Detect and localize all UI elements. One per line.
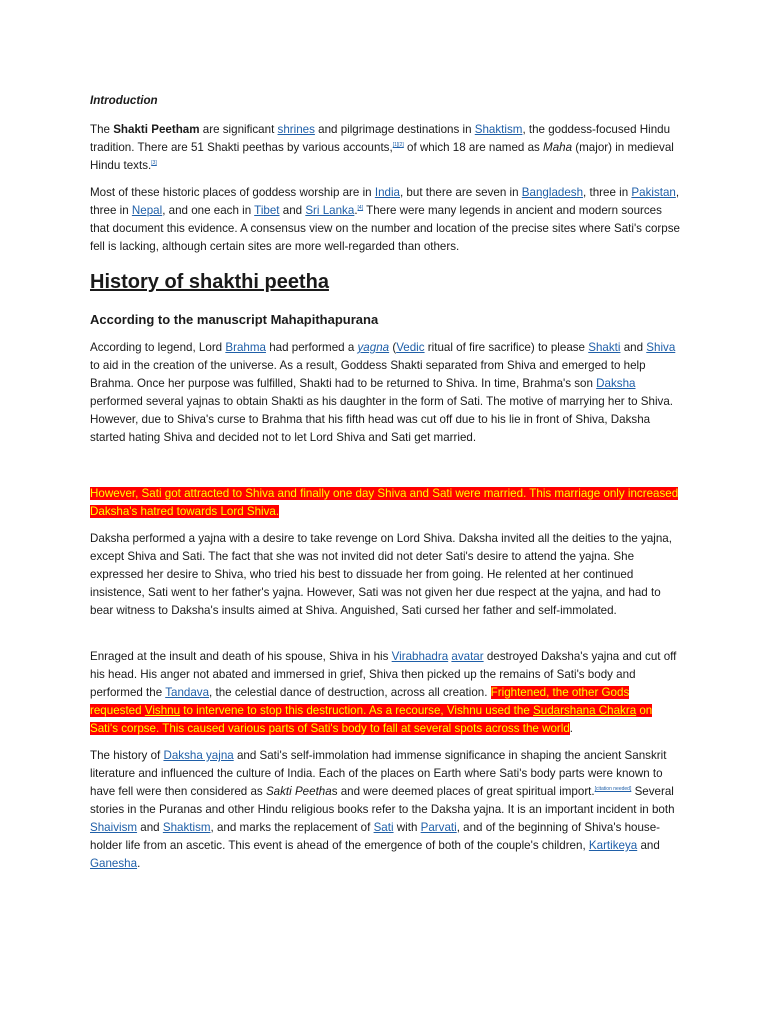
link-parvati[interactable]: Parvati — [420, 821, 457, 834]
link-brahma[interactable]: Brahma — [225, 341, 266, 354]
text: are significant — [199, 123, 278, 136]
history-heading: History of shakthi peetha — [90, 271, 329, 293]
text: . — [569, 722, 574, 735]
manuscript-heading: According to the manuscript Mahapithapurana — [90, 312, 379, 327]
text: . — [354, 204, 358, 217]
link-vedic[interactable]: Vedic — [396, 341, 425, 354]
link-shaivism[interactable]: Shaivism — [90, 821, 138, 834]
text: s and were deemed places of great spiritual import. — [331, 785, 595, 798]
text: and Sati's self-immolation had immense significance in shaping the ancient Sanskrit literature and influenced the culture of India. Each of the places on Earth where Sati's body parts were known to have fell were then considered as — [90, 749, 667, 798]
significance-paragraph — [90, 747, 680, 873]
text: Enraged at the insult and death of his spouse, Shiva in his — [90, 650, 392, 663]
bold-term: Shakti Peetham — [113, 123, 200, 136]
text: , the goddess-focused Hindu tradition. There are 51 Shakti peethas by various accounts, — [90, 123, 671, 154]
link-sudarshana-chakra[interactable]: Sudarshana Chakra — [533, 704, 637, 717]
text: to aid in the creation of the universe. As a result, Goddess Shakti separated from Shiva and emerged to help Brahma. Once her purpose was fulfilled, Shakti had to be returned to Shiva. In time, Brahma's son — [90, 359, 646, 390]
link-nepal[interactable]: Nepal — [131, 204, 163, 217]
link-avatar[interactable]: avatar — [451, 650, 484, 663]
text: There were many legends in ancient and modern sources that document this evidence. A consensus view on the number and location of the precise sites where Sati's corpse fell is lacking, although certain sites are more well-regarded than others. — [90, 204, 680, 253]
link-vishnu[interactable]: Vishnu — [144, 704, 181, 717]
text: of which 18 are named as — [403, 141, 544, 154]
link-daksha-yajna[interactable]: Daksha yajna — [163, 749, 234, 762]
introduction-heading: Introduction — [90, 94, 158, 107]
citation-needed[interactable]: [citation needed] — [594, 786, 632, 793]
legend-paragraph — [90, 339, 680, 447]
citation-3[interactable]: [3] — [151, 160, 157, 167]
text: to intervene to stop this destruction. As a recourse, Vishnu used the — [180, 704, 534, 717]
link-yagna[interactable]: yagna — [357, 341, 390, 354]
text: (major) in medieval Hindu texts. — [90, 141, 674, 172]
link-kartikeya[interactable]: Kartikeya — [588, 839, 638, 852]
text: , and of the beginning of Shiva's house-holder life from an ascetic. This event is ahead of the emergence of both of the couple's children, — [90, 821, 661, 852]
link-bangladesh[interactable]: Bangladesh — [521, 186, 584, 199]
text: with — [393, 821, 421, 834]
link-daksha[interactable]: Daksha — [596, 377, 636, 390]
text: Frightened, the other Gods requested — [90, 686, 630, 717]
text: , the celestial dance of destruction, across all creation. — [209, 686, 491, 699]
link-shakti[interactable]: Shakti — [588, 341, 621, 354]
intro-paragraph-1 — [90, 121, 680, 175]
yajna-paragraph: Daksha performed a yajna with a desire to take revenge on Lord Shiva. Daksha invited all the deities to the yajna, except Shiva and Sati. The fact that she was not invited did not deter Sati's desire to attend the yajna. She expressed her desire to Shiva, who tried his best to dissuade her from going. He relented at her continued insistence, Sati went to her father's yajna. However, Sati was not given her due respect at the yajna, and had to bear witness to Daksha's insults aimed at Shiva. Anguished, Sati cursed her father and self-immolated. — [90, 532, 672, 617]
intro-paragraph-2 — [90, 184, 680, 256]
link-india[interactable]: India — [374, 186, 400, 199]
text: Several stories in the Puranas and other Hindu religious books refer to the Daksha yajna. It is an important incident in both — [90, 785, 675, 816]
text: , three in — [90, 186, 680, 217]
link-tibet[interactable]: Tibet — [254, 204, 280, 217]
link-sri-lanka[interactable]: Sri Lanka — [305, 204, 355, 217]
text: . — [137, 857, 141, 870]
text: The — [90, 123, 114, 136]
italic-term: Sakti Peetha — [265, 785, 332, 798]
tandava-paragraph — [90, 648, 680, 738]
text: , but there are seven in — [399, 186, 522, 199]
text: , and one each in — [162, 204, 255, 217]
text: and — [620, 341, 647, 354]
text: destroyed Daksha's yajna and cut off his head. His anger not abated and immersed in grief, Shiva then picked up the remains of Sati's body and performed the — [90, 650, 677, 699]
text: and — [137, 821, 163, 834]
text: and pilgrimage destinations in — [314, 123, 475, 136]
link-sati[interactable]: Sati — [373, 821, 394, 834]
link-shrines[interactable]: shrines — [277, 123, 315, 136]
link-virabhadra[interactable]: Virabhadra — [391, 650, 449, 663]
link-ganesha[interactable]: Ganesha — [90, 857, 138, 870]
text: ritual of fire sacrifice) to please — [424, 341, 589, 354]
text: According to legend, Lord — [90, 341, 226, 354]
link-pakistan[interactable]: Pakistan — [631, 186, 676, 199]
text: ( — [389, 341, 397, 354]
text: The history of — [90, 749, 164, 762]
link-tandava[interactable]: Tandava — [165, 686, 210, 699]
link-shiva[interactable]: Shiva — [646, 341, 676, 354]
text: and — [279, 204, 306, 217]
text: had performed a — [265, 341, 358, 354]
highlighted-text: However, Sati got attracted to Shiva and finally one day Shiva and Sati were married. This marriage only increased Daksha's hatred towards Lord Shiva. — [90, 487, 679, 518]
text: performed several yajnas to obtain Shakti as his daughter in the form of Sati. The motive of marrying her to Shiva. However, due to Shiva's curse to Brahma that his fifth head was cut off due to his lie in front of Shiva, Daksha started hating Shiva and decided not to let Lord Shiva and Sati get married. — [90, 395, 673, 444]
text: , three in — [583, 186, 632, 199]
text: and — [637, 839, 660, 852]
text: Most of these historic places of goddess worship are in — [90, 186, 375, 199]
italic-term: Maha — [543, 141, 573, 154]
text: , and marks the replacement of — [210, 821, 374, 834]
link-shaktism[interactable]: Shaktism — [162, 821, 211, 834]
text: on Sati's corpse. This caused various parts of Sati's body to fall at several spots across the world — [90, 704, 653, 735]
citation-1-2[interactable]: [1][2] — [392, 142, 404, 149]
marriage-paragraph — [90, 485, 680, 521]
citation-4[interactable]: [4] — [357, 205, 364, 212]
link-shaktism[interactable]: Shaktism — [474, 123, 523, 136]
